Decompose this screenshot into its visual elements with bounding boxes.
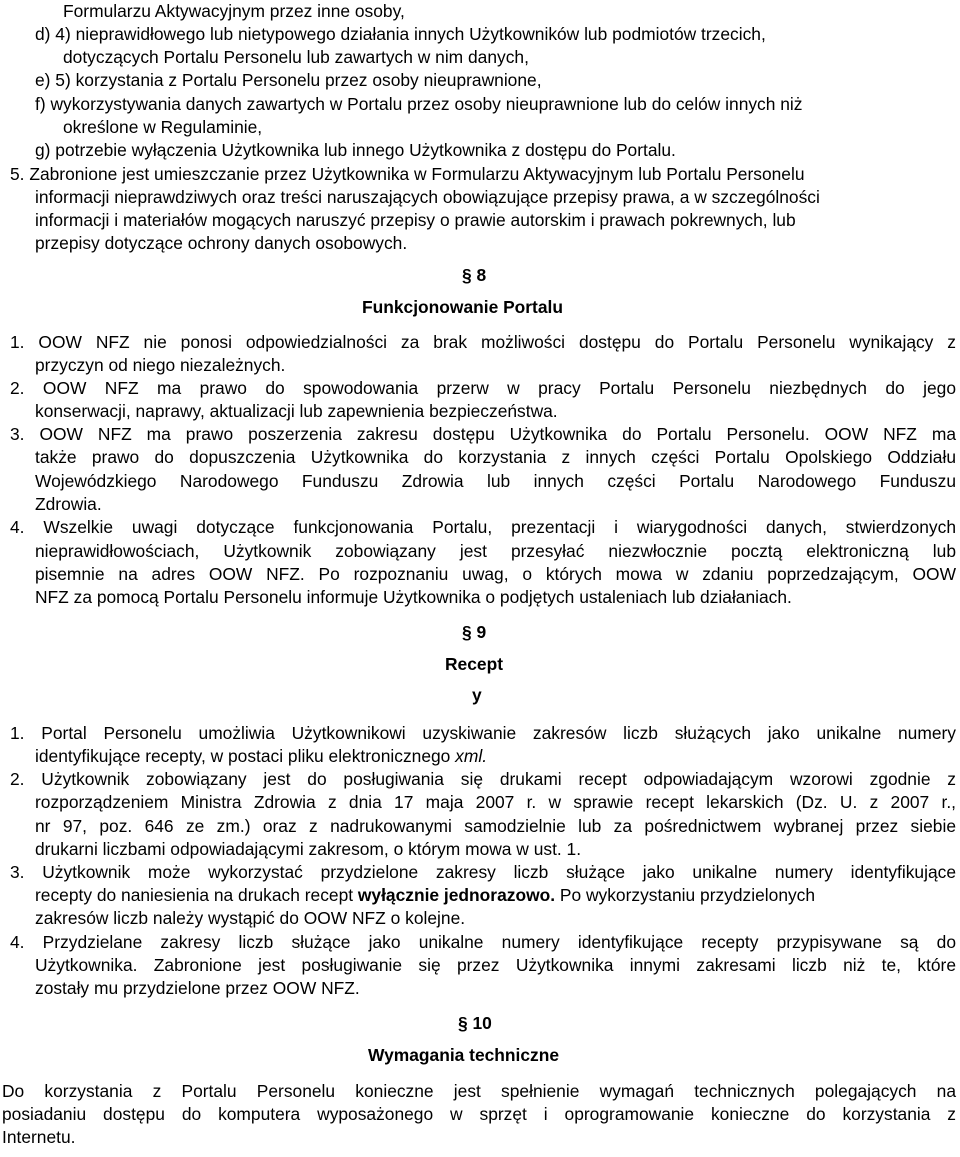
text-span: identyfikujące recepty, w postaci pliku elektronicznego [35, 746, 456, 766]
section-8-line: Zdrowia. [35, 494, 102, 514]
section-8-line: także prawo do dopuszczenia Użytkownika do korzystania z innych części Portalu Opolskiego Oddziału [35, 447, 956, 467]
list-item-d: d) 4) nieprawidłowego lub nietypowego działania innych Użytkowników lub podmiotów trzecich, [35, 24, 766, 44]
section-number: § 8 [462, 265, 487, 285]
section-9-line [35, 884, 815, 907]
section-9-line: drukarni liczbami odpowiadającymi zakresom, o którym mowa w ust. 1. [35, 839, 582, 859]
section-8-line: 3. OOW NFZ ma prawo poszerzenia zakresu dostępu Użytkownika do Portalu Personelu. OOW NFZ ma [10, 424, 956, 444]
bold-text: wyłącznie jednorazowo. [357, 885, 556, 905]
list-text-line: określone w Regulaminie, [63, 117, 263, 137]
paragraph-5-line: 5. Zabronione jest umieszczanie przez Użytkownika w Formularzu Aktywacyjnym lub Portalu Personelu [10, 164, 805, 184]
section-8-line: konserwacji, naprawy, aktualizacji lub zapewnienia bezpieczeństwa. [35, 401, 558, 421]
list-item-f: f) wykorzystywania danych zawartych w Portalu przez osoby nieuprawnione lub do celów innych niż [35, 94, 803, 114]
section-8-line: Wojewódzkiego Narodowego Funduszu Zdrowia lub innych części Portalu Narodowego Funduszu [35, 471, 956, 491]
section-number: § 9 [462, 622, 487, 642]
section-8-line: przyczyn od niego niezależnych. [35, 355, 286, 375]
section-8-line: nieprawidłowościach, Użytkownik zobowiązany jest przesyłać niezwłocznie pocztą elektroniczną lub [35, 541, 956, 561]
section-9-line: Użytkownika. Zabronione jest posługiwanie się przez Użytkownika innymi zakresami liczb niż te, które [35, 955, 956, 975]
section-title: Wymagania techniczne [368, 1045, 560, 1065]
section-10-line: Internetu. [2, 1127, 76, 1147]
paragraph-5-line: informacji i materiałów mogących naruszyć przepisy o prawie autorskim i prawach pokrewnych, lub [35, 210, 796, 230]
section-title-continuation: y [472, 685, 482, 705]
list-item-e: e) 5) korzystania z Portalu Personelu przez osoby nieuprawnione, [35, 70, 542, 90]
section-9-line: 1. Portal Personelu umożliwia Użytkownikowi uzyskiwanie zakresów liczb służących jako unikalne numery [10, 723, 956, 743]
list-item-g: g) potrzebie wyłączenia Użytkownika lub innego Użytkownika z dostępu do Portalu. [35, 140, 676, 160]
section-number: § 10 [458, 1013, 492, 1033]
section-9-line: rozporządzeniem Ministra Zdrowia z dnia 17 maja 2007 r. w sprawie recept lekarskich (Dz. U. z 2007 r., [35, 792, 956, 812]
section-8-line: NFZ za pomocą Portalu Personelu informuje Użytkownika o podjętych ustaleniach lub działaniach. [35, 587, 792, 607]
section-9-line: zakresów liczb należy wystąpić do OOW NFZ o kolejne. [35, 908, 466, 928]
section-9-line: nr 97, poz. 646 ze zm.) oraz z nadrukowanymi samodzielnie lub za pośrednictwem wybranej przez siebie [35, 816, 956, 836]
text-span: recepty do naniesienia na drukach recept [35, 885, 358, 905]
section-8-line: 4. Wszelkie uwagi dotyczące funkcjonowania Portalu, prezentacji i wiarygodności danych, stwierdzonych [10, 517, 956, 537]
section-8-line: pisemnie na adres OOW NFZ. Po rozpoznaniu uwag, o których mowa w zdaniu poprzedzającym, OOW [35, 564, 956, 584]
paragraph-5-line: informacji nieprawdziwych oraz treści naruszających obowiązujące przepisy prawa, a w szczególności [35, 187, 820, 207]
section-9-line: 3. Użytkownik może wykorzystać przydzielone zakresy liczb służące jako unikalne numery identyfikujące [10, 862, 956, 882]
paragraph-5-line: przepisy dotyczące ochrony danych osobowych. [35, 233, 408, 253]
list-text-line: Formularzu Aktywacyjnym przez inne osoby, [63, 1, 405, 21]
text-span: Po wykorzystaniu przydzielonych [555, 885, 816, 905]
section-9-line: 4. Przydzielane zakresy liczb służące jako unikalne numery identyfikujące recepty przypisywane są do [10, 932, 956, 952]
section-title: Funkcjonowanie Portalu [362, 297, 563, 317]
section-10-line: Do korzystania z Portalu Personelu konieczne jest spełnienie wymagań technicznych polegających na [2, 1081, 956, 1101]
list-text-line: dotyczących Portalu Personelu lub zawartych w nim danych, [63, 47, 529, 67]
section-8-line: 1. OOW NFZ nie ponosi odpowiedzialności za brak możliwości dostępu do Portalu Personelu wynikający z [10, 332, 956, 352]
section-8-line: 2. OOW NFZ ma prawo do spowodowania przerw w pracy Portalu Personelu niezbędnych do jego [10, 378, 956, 398]
section-9-line [35, 745, 487, 768]
section-title: Recept [445, 654, 503, 674]
section-9-line: 2. Użytkownik zobowiązany jest do posługiwania się drukami recept odpowiadającym wzorowi zgodnie z [10, 769, 956, 789]
section-10-line: posiadaniu dostępu do komputera wyposażonego w sprzęt i oprogramowanie konieczne do korzystania z [2, 1104, 956, 1124]
italic-text: xml. [455, 746, 488, 766]
section-9-line: zostały mu przydzielone przez OOW NFZ. [35, 978, 360, 998]
